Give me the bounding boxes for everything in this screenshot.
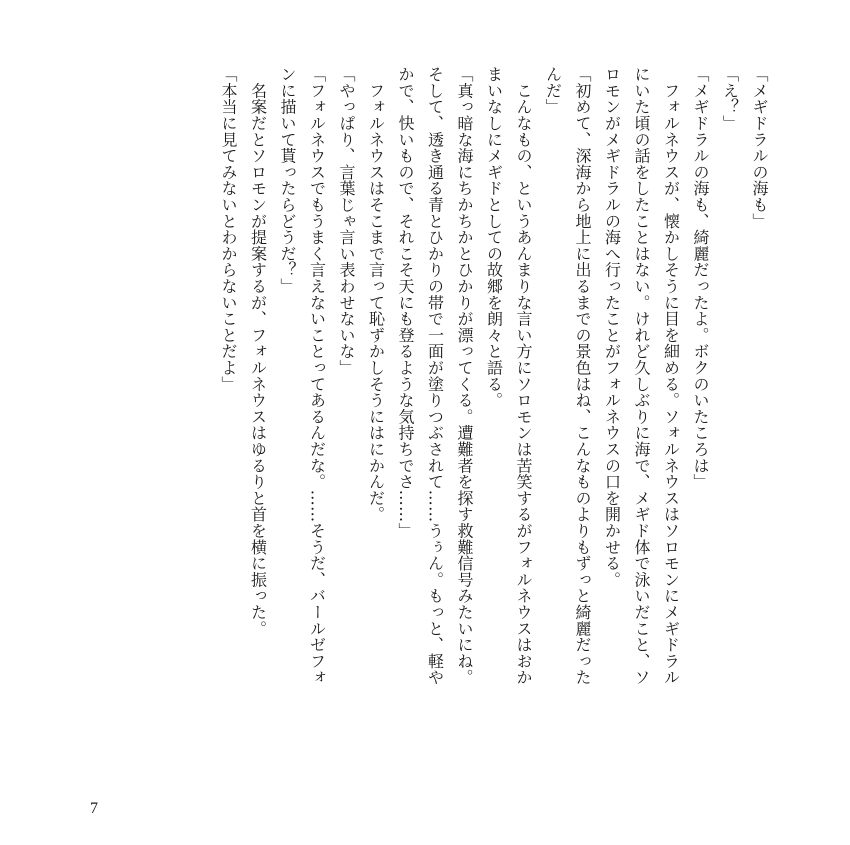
text-line: まいなしにメギドとしての故郷を朗々と語る。 (484, 66, 504, 409)
text-line: こんなもの、というあんまりな言い方にソロモンは苦笑するがフォルネウスはおか (514, 66, 533, 686)
text-line: フォルネウスはそこまで言って恥ずかしそうにはにかんだ。 (366, 66, 386, 523)
text-line: 「やっぱり、言葉じゃ言い表わせないな」 (337, 66, 356, 376)
text-line: 「フォルネウスでもうまく言えないことってあるんだな。……そうだ、バールゼフォ (307, 66, 327, 686)
text-line: そして、透き通る青とひかりの帯で一面が塗りつぶされて……うぅん。もっと、軽や (425, 66, 445, 686)
text-line: 「初めて、深海から地上に出るまでの景色はね、こんなものよりもずっと綺麗だった (573, 66, 592, 686)
text-line: にいた頃の話をしたことはない。けれど久しぶりに海で、メギド体で泳いだこと、ソ (632, 66, 651, 686)
text-line: ンに描いて貰ったらどうだ？」 (278, 66, 297, 295)
text-line: フォルネウスが、懐かしそうに目を細める。ソォルネウスはソロモンにメギドラル (661, 66, 681, 686)
text-line: かで、快いもので、それこそ天にも登るような気持ちでさ……」 (396, 66, 415, 539)
text-line: ロモンがメギドラルの海へ行ったことがフォルネウスの口を開かせる。 (602, 66, 622, 588)
text-line: 「本当に見てみないとわからないことだよ」 (219, 66, 238, 392)
text-line: 「メギドラルの海も、綺麗だったよ。ボクのいたころは」 (691, 66, 710, 490)
vertical-text-body (74, 66, 774, 766)
text-line: 「メギドラルの海も」 (750, 66, 769, 229)
text-line: 名案だとソロモンが提案するが、フォルネウスはゆるりと首を横に振った。 (248, 66, 268, 637)
text-line: 「え？」 (720, 66, 740, 132)
page-number: 7 (90, 800, 98, 817)
text-line: 「真っ暗な海にちかちかとひかりが漂ってくる。遭難者を探す救難信号みたいにね。 (455, 66, 474, 686)
text-line: んだ」 (543, 66, 563, 115)
